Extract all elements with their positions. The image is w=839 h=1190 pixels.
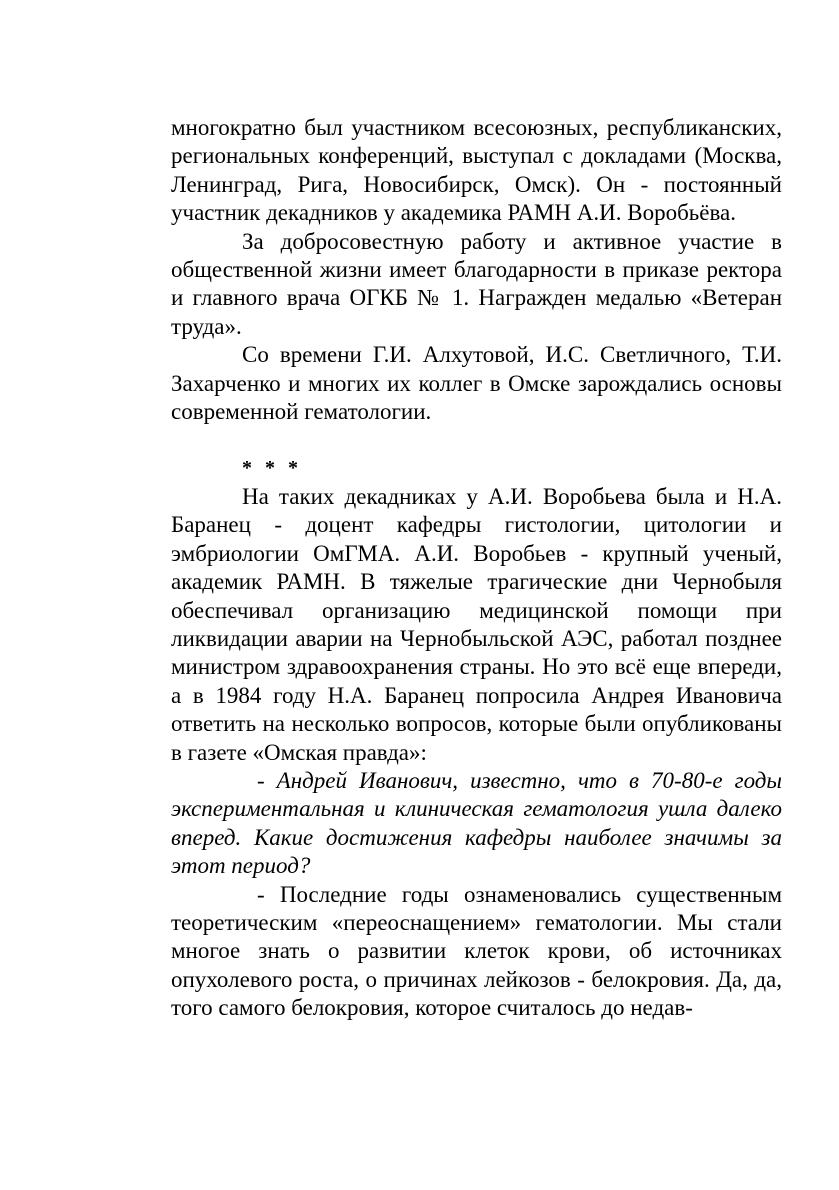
interview-question: - Андрей Иванович, известно, что в 70-80-е годы экспериментальная и клиническая гематология ушла далеко вперед. Какие достижения кафедры наиболее значимы за этот период? — [171, 767, 782, 879]
section-separator: * * * — [242, 457, 302, 480]
paragraph-4: На таких декадниках у А.И. Воробьева была и Н.А. Баранец - доцент кафедры гистологии, цитологии и эмбриологии ОмГМА. А.И. Воробьев - крупный ученый, академик РАМН. В тяжелые трагические дни Чернобыля обеспечивал организацию медицинской помощи при ликвидации аварии на Чернобыльской АЭС, работал позднее министром здравоохранения страны. Но это всё еще впереди, а в 1984 году Н.А. Баранец попросила Андрея Ивановича ответить на несколько вопросов, которые были опубликованы в газете «Омская правда»: — [171, 483, 782, 765]
paragraph-1: многократно был участником всесоюзных, республиканских, региональных конференций, выступал с докладами (Москва, Ленинград, Рига, Новосибирск, Омск). Он - постоянный участник декадников у академика РАМН А.И. Воробьёва. — [171, 115, 782, 226]
interview-answer: - Последние годы ознаменовались существенным теоретическим «переоснащением» гематологии. Мы стали многое знать о развитии клеток крови, об источниках опухолевого роста, о причинах лейкозов - белокровия. Да, да, того самого белокровия, которое считалось до недав- — [171, 881, 782, 1021]
document-page — [171, 114, 782, 1023]
blank-line — [171, 426, 782, 454]
paragraph-3: Со времени Г.И. Алхутовой, И.С. Светличного, Т.И. Захарченко и многих их коллег в Омске зарождались основы современной гематологии. — [171, 342, 782, 425]
paragraph-2: За добросовестную работу и активное участие в общественной жизни имеет благодарности в приказе ректора и главного врача ОГКБ № 1. Награжден медалью «Ветеран труда». — [171, 228, 782, 339]
